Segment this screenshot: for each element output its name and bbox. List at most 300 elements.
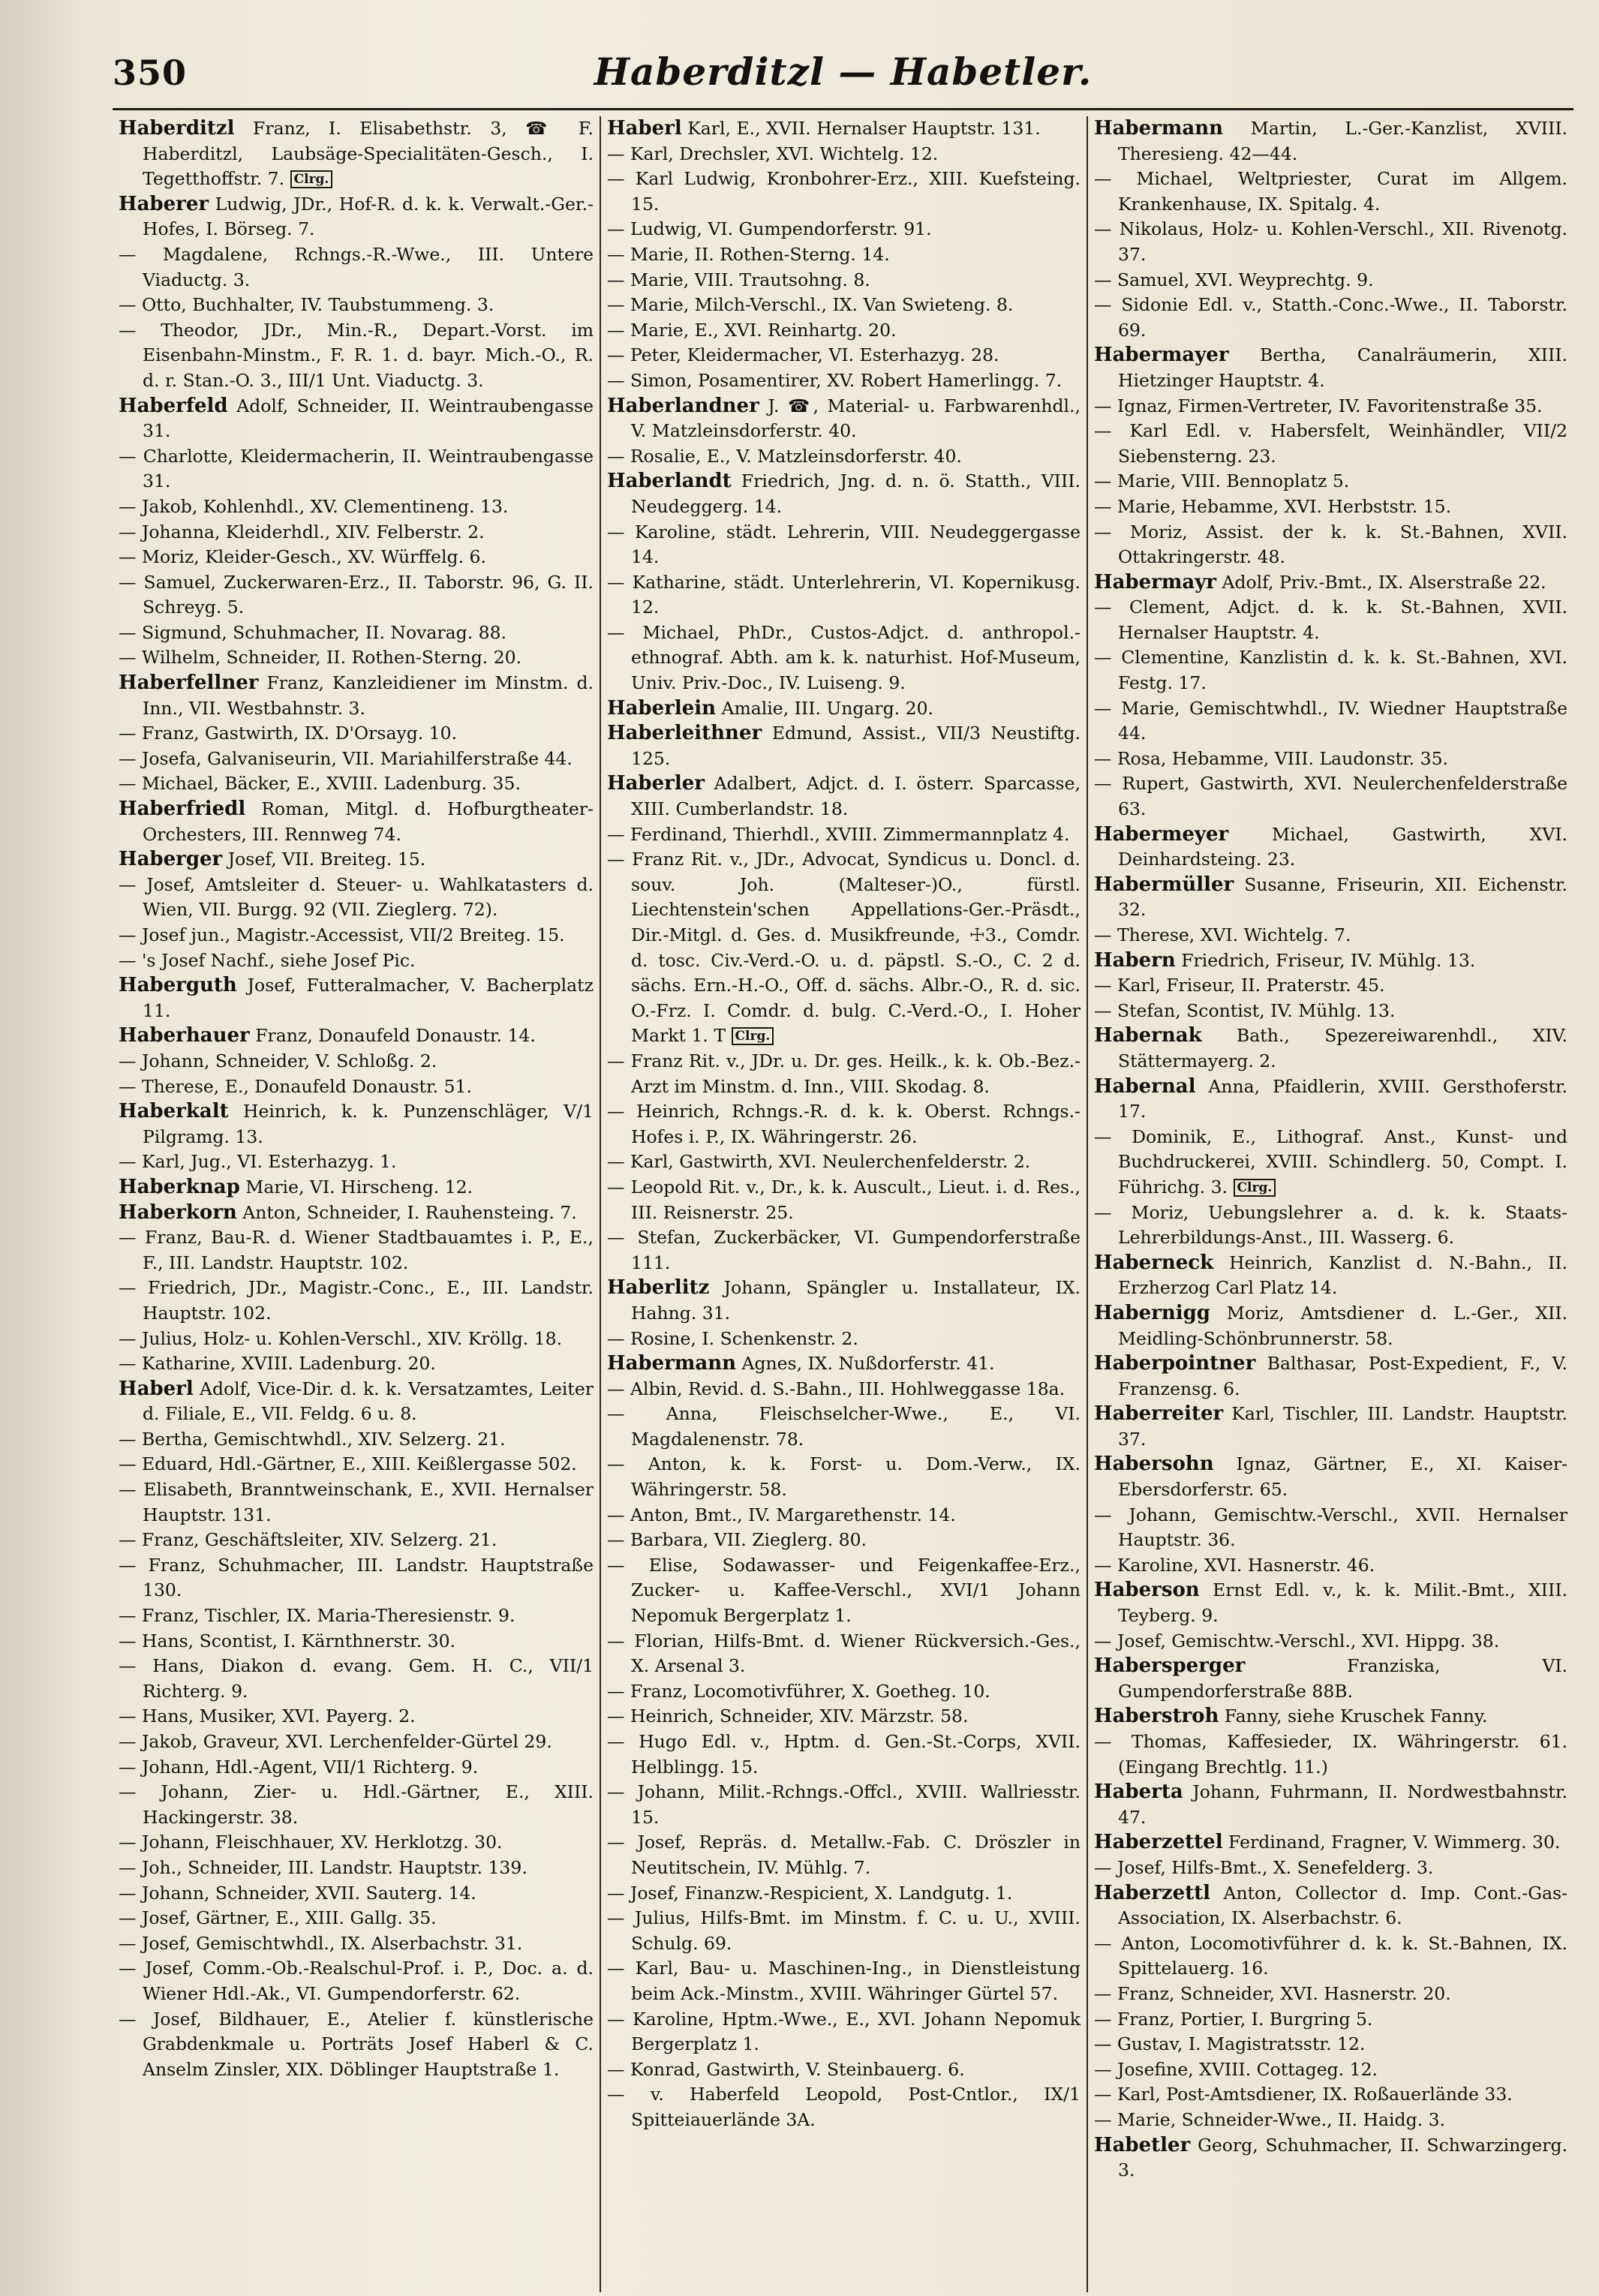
entry-text: — Johann, Hdl.-Agent, VII/1 Richterg. 9. [119, 1756, 479, 1778]
entry-text: — Karoline, XVI. Hasnerstr. 46. [1094, 1554, 1375, 1576]
directory-entry [607, 2082, 1081, 2132]
directory-entry [119, 1225, 594, 1276]
entry-text: — Josef, Gärtner, E., XIII. Gallg. 35. [119, 1907, 437, 1929]
directory-entry [607, 318, 1081, 344]
entry-text: — v. Haberfeld Leopold, Post-Cntlor., IX/1 Spitteiauerlände 3A. [607, 2084, 1081, 2130]
directory-entry [607, 116, 1081, 142]
directory-columns [113, 116, 1573, 2292]
directory-entry [119, 923, 594, 948]
directory-entry [1094, 873, 1567, 923]
directory-entry [1094, 1452, 1567, 1502]
directory-entry [607, 822, 1081, 848]
directory-entry [1094, 494, 1567, 520]
entry-text: — Dominik, E., Lithograf. Anst., Kunst- und Buchdruckerei, XVIII. Schindlerg. 50, Compt. I. Führichg. 3. [1094, 1125, 1567, 1198]
entry-text: — Wilhelm, Schneider, II. Rothen-Sterng. 20. [119, 647, 522, 669]
directory-entry [1094, 419, 1567, 469]
entry-surname: Habermeyer [1094, 822, 1229, 846]
directory-entry [119, 318, 594, 394]
directory-entry [1094, 2108, 1567, 2133]
entry-details: Susanne, Friseurin, XII. Eichenstr. 32. [1118, 873, 1567, 921]
directory-entry [607, 621, 1081, 696]
entry-text: — Julius, Holz- u. Kohlen-Verschl., XIV. Kröllg. 18. [119, 1327, 563, 1349]
directory-entry [119, 1730, 594, 1755]
entry-surname: Haberpointner [1094, 1352, 1256, 1375]
directory-entry [119, 621, 594, 646]
entry-text: — Gustav, I. Magistratsstr. 12. [1094, 2033, 1366, 2055]
entry-text: — Franz Rit. v., JDr., Advocat, Syndicus u. Doncl. d. souv. Joh. (Malteser-)O., fürstl. Liechtenstein'schen Appellations-Ger.-Präsdt., Dir.-Mitgl. d. Ges. d. Musikfreunde, ☩3., Comdr. d. tosc. Civ.-Verd.-O. u. d. päpstl. S.-O., C. 2 d. sächs. Ern.-H.-O., Off. d. sächs. Albr.-O., R. d. sic. O.-Frz. I. Comdr. d. bulg. C.-Verd.-O., I. Hoher Markt 1. T [607, 849, 1081, 1047]
directory-entry [119, 973, 594, 1023]
directory-entry [607, 1327, 1081, 1352]
directory-entry [1094, 520, 1567, 570]
directory-entry [119, 293, 594, 318]
entry-surname: Haberkalt [119, 1100, 229, 1123]
entry-surname: Habersohn [1094, 1453, 1214, 1476]
entry-text: — Anton, Bmt., IV. Margarethenstr. 14. [607, 1504, 956, 1525]
directory-entry [119, 1755, 594, 1781]
entry-details: Moriz, Amtsdiener d. L.-Ger., XII. Meidling-Schönbrunnerstr. 58. [1118, 1302, 1567, 1349]
entry-details: Roman, Mitgl. d. Hofburgtheater-Orchesters, III. Rennweg 74. [143, 798, 594, 845]
directory-entry [607, 1225, 1081, 1276]
entry-text: — Samuel, XVI. Weyprechtg. 9. [1094, 269, 1374, 290]
entry-details: Amalie, III. Ungarg. 20. [716, 697, 934, 719]
directory-entry [1094, 343, 1567, 393]
entry-text: — Marie, Gemischtwhdl., IV. Wiedner Hauptstraße 44. [1094, 697, 1567, 744]
directory-entry [607, 1730, 1081, 1780]
entry-text: — Elise, Sodawasser- und Feigenkaffee-Erz., Zucker- u. Kaffee-Verschl., XVI/1 Johann Nepomuk Bergerplatz 1. [607, 1554, 1081, 1627]
entry-text: — Karl, Drechsler, XVI. Wichtelg. 12. [607, 143, 939, 164]
entry-text: — Katharine, XVIII. Ladenburg. 20. [119, 1353, 436, 1375]
directory-entry [607, 1351, 1081, 1377]
directory-entry [607, 469, 1081, 519]
entry-text: — Karl, Jug., VI. Esterhazyg. 1. [119, 1151, 397, 1173]
entry-text: — Karoline, städt. Lehrerin, VIII. Neudeggergasse 14. [607, 521, 1081, 568]
directory-entry [1094, 2057, 1567, 2083]
entry-text: — Hans, Scontist, I. Kärnthnerstr. 30. [119, 1630, 456, 1651]
directory-entry [1094, 2007, 1567, 2033]
entry-text: — Josef, Gemischtw.-Verschl., XVI. Hippg. 38. [1094, 1630, 1500, 1651]
directory-entry [1094, 1503, 1567, 1553]
entry-details: Balthasar, Post-Expedient, F., V. Franzensg. 6. [1118, 1353, 1567, 1399]
entry-text: — Therese, XVI. Wichtelg. 7. [1094, 924, 1351, 945]
directory-entry [607, 1956, 1081, 2006]
directory-entry [119, 494, 594, 520]
entry-text: — Johanna, Kleiderhdl., XIV. Felberstr. 2. [119, 521, 485, 542]
entry-details: Anton, Schneider, I. Rauhensteing. 7. [236, 1201, 577, 1223]
directory-entry [119, 1629, 594, 1654]
directory-entry [1094, 822, 1567, 873]
directory-entry [607, 1049, 1081, 1099]
entry-details: Marie, VI. Hirscheng. 12. [239, 1176, 473, 1198]
directory-entry [119, 1780, 594, 1830]
directory-entry [1094, 217, 1567, 267]
entry-text: — Marie, Hebamme, XVI. Herbststr. 15. [1094, 495, 1452, 517]
entry-surname: Haberl [119, 1377, 194, 1400]
running-head: Haberditzl — Habetler. [594, 50, 1093, 94]
entry-surname: Haberer [119, 192, 209, 215]
entry-text: — Clement, Adjct. d. k. k. St.-Bahnen, XVII. Hernalser Hauptstr. 4. [1094, 597, 1567, 643]
entry-details: Heinrich, k. k. Punzenschläger, V/1 Pilgramg. 13. [143, 1101, 594, 1147]
entry-details: Michael, Gastwirth, XVI. Deinhardsteing. 23. [1118, 823, 1567, 870]
entry-text: — Marie, Milch-Verschl., IX. Van Swieteng. 8. [607, 294, 1014, 316]
directory-entry [119, 721, 594, 747]
entry-text: — Marie, E., XVI. Reinhartg. 20. [607, 319, 897, 341]
directory-entry [1094, 1201, 1567, 1251]
directory-entry [607, 293, 1081, 318]
directory-entry [119, 1074, 594, 1100]
entry-text: — Franz, Tischler, IX. Maria-Theresienstr. 9. [119, 1605, 515, 1627]
column-right [1087, 116, 1573, 2292]
page-header [113, 45, 1573, 110]
directory-entry [119, 545, 594, 570]
directory-entry [607, 1881, 1081, 1907]
directory-entry [607, 1553, 1081, 1629]
entry-text: — Theodor, JDr., Min.-R., Depart.-Vorst. im Eisenbahn-Minstm., F. R. 1. d. bayr. Mich.-O., R. d. r. Stan.-O. 3., III/1 Unt. Viaductg. 3. [119, 319, 594, 391]
entry-surname: Haberfellner [119, 672, 259, 695]
directory-entry [119, 1931, 594, 1957]
directory-entry [1094, 1301, 1567, 1351]
directory-entry [607, 217, 1081, 242]
entry-text: — Barbara, VII. Zieglerg. 80. [607, 1529, 867, 1551]
entry-text: — Josef, Finanzw.-Respicient, X. Landgutg. 1. [607, 1882, 1013, 1904]
entry-text: — Konrad, Gastwirth, V. Steinbauerg. 6. [607, 2058, 965, 2080]
directory-entry [1094, 1074, 1567, 1125]
entry-text: — Karoline, Hptm.-Wwe., E., XVI. Johann Nepomuk Bergerplatz 1. [607, 2008, 1081, 2055]
entry-surname: Habernigg [1094, 1301, 1210, 1324]
directory-entry [1094, 1780, 1567, 1830]
directory-entry [119, 771, 594, 797]
entry-text: — Franz, Locomotivführer, X. Goetheg. 10. [607, 1680, 990, 1702]
clearing-stamp: Clrg. [290, 170, 333, 188]
directory-entry [1094, 469, 1567, 494]
entry-text: — Stefan, Scontist, IV. Mühlg. 13. [1094, 999, 1396, 1021]
entry-text: — Anna, Fleischselcher-Wwe., E., VI. Magdalenenstr. 78. [607, 1403, 1081, 1450]
entry-text: — Josef, Bildhauer, E., Atelier f. künstlerische Grabdenkmale u. Porträts Josef Haberl & C. Anselm Zinsler, XIX. Döblinger Hauptstraße 1. [119, 2008, 594, 2080]
directory-entry [1094, 1251, 1567, 1301]
entry-details: Johann, Spängler u. Installateur, IX. Hahng. 31. [631, 1277, 1081, 1324]
directory-entry [1094, 167, 1567, 217]
entry-text: — Karl, Post-Amtsdiener, IX. Roßauerlände 33. [1094, 2084, 1513, 2105]
directory-entry [119, 570, 594, 621]
entry-text: — Ludwig, VI. Gumpendorferstr. 91. [607, 218, 932, 240]
directory-entry [119, 1654, 594, 1704]
entry-details: Martin, L.-Ger.-Kanzlist, XVIII. Theresieng. 42—44. [1118, 118, 1567, 164]
directory-entry [119, 645, 594, 671]
directory-entry [607, 1704, 1081, 1730]
entry-details: Bath., Spezereiwarenhdl., XIV. Stättermayerg. 2. [1118, 1025, 1567, 1071]
directory-entry [1094, 923, 1567, 948]
entry-surname: Haberhauer [119, 1024, 250, 1047]
entry-surname: Haberditzl [119, 117, 235, 140]
entry-details: Franz, I. Elisabethstr. 3, ☎ F. Haberditzl, Laubsäge-Specialitäten-Gesch., I. Tegetthoffstr. 7. [143, 118, 594, 190]
clearing-stamp: Clrg. [1234, 1179, 1276, 1197]
entry-text: — Eduard, Hdl.-Gärtner, E., XIII. Keißlergasse 502. [119, 1453, 577, 1475]
entry-text: — Anton, Locomotivführer d. k. k. St.-Bahnen, IX. Spittelauerg. 16. [1094, 1932, 1567, 1979]
directory-entry [607, 444, 1081, 470]
entry-text: — Jakob, Kohlenhdl., XV. Clementineng. 13. [119, 495, 509, 517]
directory-entry [119, 1956, 594, 2006]
entry-surname: Haberfeld [119, 394, 228, 417]
directory-entry [1094, 2133, 1567, 2183]
entry-surname: Habermayer [1094, 344, 1229, 367]
directory-entry [119, 1477, 594, 1528]
entry-text: — Josef, Gemischtwhdl., IX. Alserbachstr. 31. [119, 1932, 523, 1954]
entry-text: — Franz, Schneider, XVI. Hasnerstr. 20. [1094, 1982, 1451, 2004]
directory-entry [607, 570, 1081, 621]
directory-entry [607, 1452, 1081, 1502]
directory-entry [607, 142, 1081, 167]
entry-details: Ernst Edl. v., k. k. Milit.-Bmt., XIII. Teyberg. 9. [1118, 1579, 1567, 1627]
entry-details: Anna, Pfaidlerin, XVIII. Gersthoferstr. 17. [1118, 1075, 1567, 1122]
entry-text: — Rosine, I. Schenkenstr. 2. [607, 1327, 858, 1349]
entry-text: — Hugo Edl. v., Hptm. d. Gen.-St.-Corps, XVII. Helblingg. 15. [607, 1731, 1081, 1778]
directory-entry [119, 2007, 594, 2083]
directory-entry [1094, 394, 1567, 419]
entry-details: Fanny, siehe Kruschek Fanny. [1219, 1705, 1488, 1727]
entry-text: — Karl, Bau- u. Maschinen-Ing., in Dienstleistung beim Ack.-Minstm., XVIII. Währinger Gürtel 57. [607, 1958, 1081, 2004]
directory-entry [119, 1830, 594, 1856]
entry-text: — Heinrich, Rchngs.-R. d. k. k. Oberst. Rchngs.-Hofes i. P., IX. Währingerstr. 26. [607, 1101, 1081, 1147]
entry-text: — Anton, k. k. Forst- u. Dom.-Verw., IX. Währingerstr. 58. [607, 1453, 1081, 1501]
directory-entry [119, 116, 594, 192]
entry-details: Josef, VII. Breiteg. 15. [222, 849, 426, 870]
directory-entry [119, 1528, 594, 1553]
directory-entry [607, 1276, 1081, 1326]
directory-entry [607, 1503, 1081, 1528]
entry-text: — Sidonie Edl. v., Statth.-Conc.-Wwe., II. Taborstr. 69. [1094, 294, 1567, 341]
entry-details: Edmund, Assist., VII/3 Neustiftg. 125. [631, 723, 1081, 769]
entry-surname: Habernal [1094, 1074, 1196, 1098]
entry-text: — Ferdinand, Thierhdl., XVIII. Zimmermannplatz 4. [607, 823, 1070, 845]
entry-text: — Nikolaus, Holz- u. Kohlen-Verschl., XII. Rivenotg. 37. [1094, 218, 1567, 265]
entry-text: — Hans, Diakon d. evang. Gem. H. C., VII/1 Richterg. 9. [119, 1655, 594, 1702]
entry-text: — Josef jun., Magistr.-Accessist, VII/2 Breiteg. 15. [119, 924, 565, 945]
directory-entry [1094, 268, 1567, 293]
directory-entry [607, 520, 1081, 570]
entry-details: Agnes, IX. Nußdorferstr. 41. [736, 1353, 995, 1375]
directory-entry [607, 1629, 1081, 1679]
entry-text: — Hans, Musiker, XVI. Payerg. 2. [119, 1705, 416, 1727]
directory-entry [119, 1452, 594, 1477]
directory-entry [119, 1704, 594, 1730]
entry-surname: Haberler [607, 772, 705, 795]
entry-surname: Haberleithner [607, 722, 762, 745]
entry-text: — Josefa, Galvaniseurin, VII. Mariahilferstraße 44. [119, 747, 573, 769]
column-left [113, 116, 600, 2292]
directory-entry [119, 1175, 594, 1201]
directory-entry [607, 368, 1081, 394]
entry-surname: Haberguth [119, 974, 237, 997]
directory-entry [119, 948, 594, 974]
entry-details: Friedrich, Friseur, IV. Mühlg. 13. [1175, 949, 1476, 971]
directory-entry [607, 696, 1081, 722]
entry-text: — Karl Edl. v. Habersfelt, Weinhändler, VII/2 Siebensterng. 23. [1094, 420, 1567, 467]
entry-text: — Moriz, Assist. der k. k. St.-Bahnen, XVII. Ottakringerstr. 48. [1094, 521, 1567, 568]
directory-entry [1094, 1730, 1567, 1780]
directory-entry [1094, 696, 1567, 747]
directory-entry [1094, 973, 1567, 999]
directory-entry [607, 268, 1081, 293]
entry-text: — 's Josef Nachf., siehe Josef Pic. [119, 949, 416, 971]
entry-surname: Haberlandt [607, 470, 732, 493]
entry-text: — Marie, II. Rothen-Sterng. 14. [607, 243, 890, 265]
entry-text: — Karl Ludwig, Kronbohrer-Erz., XIII. Kuefsteing. 15. [607, 168, 1081, 215]
directory-entry [119, 520, 594, 545]
entry-text: — Florian, Hilfs-Bmt. d. Wiener Rückversich.-Ges., X. Arsenal 3. [607, 1630, 1081, 1677]
entry-text: — Josefine, XVIII. Cottageg. 12. [1094, 2058, 1378, 2080]
entry-details: Adolf, Vice-Dir. d. k. k. Versatzamtes, Leiter d. Filiale, E., VII. Feldg. 6 u. 8. [143, 1378, 594, 1425]
directory-entry [1094, 595, 1567, 645]
entry-text: — Charlotte, Kleidermacherin, II. Weintraubengasse 31. [119, 445, 594, 492]
directory-entry [119, 1327, 594, 1352]
entry-text: — Friedrich, JDr., Magistr.-Conc., E., III. Landstr. Hauptstr. 102. [119, 1277, 594, 1324]
entry-text: — Johann, Schneider, XVII. Sauterg. 14. [119, 1882, 476, 1904]
directory-entry [607, 1679, 1081, 1705]
entry-surname: Habermayr [1094, 570, 1216, 594]
directory-entry [119, 1201, 594, 1226]
entry-details: Ignaz, Gärtner, E., XI. Kaiser-Ebersdorferstr. 65. [1118, 1453, 1567, 1501]
entry-text: — Franz, Gastwirth, IX. D'Orsayg. 10. [119, 723, 458, 744]
entry-surname: Haberlein [607, 696, 717, 720]
directory-entry [607, 2057, 1081, 2083]
entry-text: — Therese, E., Donaufeld Donaustr. 51. [119, 1075, 472, 1097]
entry-text: — Stefan, Zuckerbäcker, VI. Gumpendorferstraße 111. [607, 1227, 1081, 1273]
entry-text: — Moriz, Uebungslehrer a. d. k. k. Staats-Lehrerbildungs-Anst., III. Wasserg. 6. [1094, 1201, 1567, 1249]
entry-text: — Johann, Schneider, V. Schloßg. 2. [119, 1050, 437, 1071]
directory-entry [119, 1150, 594, 1175]
directory-entry [119, 1023, 594, 1049]
entry-text: — Michael, Bäcker, E., XVIII. Ladenburg. 35. [119, 773, 521, 795]
directory-entry [119, 192, 594, 242]
clearing-stamp: Clrg. [732, 1027, 774, 1045]
directory-entry [1094, 1856, 1567, 1881]
entry-text: — Franz, Bau-R. d. Wiener Stadtbauamtes i. P., E., F., III. Landstr. Hauptstr. 102. [119, 1227, 594, 1273]
page-number: 350 [113, 53, 188, 93]
entry-text: — Karl, Gastwirth, XVI. Neulerchenfelderstr. 2. [607, 1151, 1031, 1173]
entry-details: Ferdinand, Fragner, V. Wimmerg. 30. [1222, 1832, 1561, 1853]
directory-entry [1094, 570, 1567, 596]
entry-surname: Habetler [1094, 2133, 1191, 2156]
directory-entry [119, 847, 594, 873]
entry-details: Bertha, Canalräumerin, XIII. Hietzinger Hauptstr. 4. [1118, 344, 1567, 391]
entry-text: — Franz, Geschäftsleiter, XIV. Selzerg. 21. [119, 1529, 497, 1551]
directory-entry [119, 1377, 594, 1427]
entry-text: — Heinrich, Schneider, XIV. Märzstr. 58. [607, 1705, 969, 1727]
directory-entry [607, 394, 1081, 444]
entry-text: — Rosa, Hebamme, VIII. Laudonstr. 35. [1094, 747, 1448, 769]
entry-text: — Otto, Buchhalter, IV. Taubstummeng. 3. [119, 294, 494, 316]
directory-entry [607, 1150, 1081, 1175]
directory-entry [1094, 1125, 1567, 1201]
entry-text: — Marie, VIII. Bennoplatz 5. [1094, 470, 1350, 492]
entry-text: — Johann, Zier- u. Hdl.-Gärtner, E., XIII. Hackingerstr. 38. [119, 1781, 594, 1828]
directory-entry [607, 1175, 1081, 1225]
directory-entry [119, 444, 594, 494]
entry-text: — Leopold Rit. v., Dr., k. k. Auscult., Lieut. i. d. Res., III. Reisnerstr. 25. [607, 1176, 1081, 1223]
entry-details: Johann, Fuhrmann, II. Nordwestbahnstr. 47. [1118, 1781, 1567, 1828]
directory-entry [607, 1402, 1081, 1452]
directory-entry [1094, 1629, 1567, 1654]
entry-details: Friedrich, Jng. d. n. ö. Statth., VIII. Neudeggerg. 14. [631, 470, 1081, 517]
entry-text: — Josef, Repräs. d. Metallw.-Fab. C. Dröszler in Neutitschein, IV. Mühlg. 7. [607, 1832, 1081, 1878]
directory-entry [1094, 1402, 1567, 1452]
directory-entry [607, 721, 1081, 771]
entry-details: Adolf, Priv.-Bmt., IX. Alserstraße 22. [1216, 571, 1546, 593]
directory-entry [119, 1553, 594, 1603]
directory-entry [607, 1099, 1081, 1150]
entry-text: — Franz Rit. v., JDr. u. Dr. ges. Heilk., k. k. Ob.-Bez.-Arzt im Minstm. d. Inn., VIII. Skodag. 8. [607, 1050, 1081, 1097]
directory-entry [607, 242, 1081, 268]
entry-surname: Habermann [607, 1352, 736, 1375]
directory-entry [119, 671, 594, 721]
entry-surname: Haberlandner [607, 394, 759, 417]
entry-text: — Clementine, Kanzlistin d. k. k. St.-Bahnen, XVI. Festg. 17. [1094, 647, 1567, 694]
entry-details: Georg, Schuhmacher, II. Schwarzingerg. 3. [1118, 2134, 1567, 2181]
directory-entry [607, 847, 1081, 1049]
entry-details: Franz, Kanzleidiener im Minstm. d. Inn., VII. Westbahnstr. 3. [143, 672, 594, 719]
entry-text: — Josef, Amtsleiter d. Steuer- u. Wahlkatasters d. Wien, VII. Burgg. 92 (VII. Zieglerg. 72). [119, 873, 594, 921]
entry-text: — Julius, Hilfs-Bmt. im Minstm. f. C. u. U., XVIII. Schulg. 69. [607, 1907, 1081, 1954]
entry-text: — Franz, Portier, I. Burgring 5. [1094, 2008, 1373, 2030]
directory-entry [607, 1377, 1081, 1402]
entry-surname: Haberstroh [1094, 1705, 1219, 1728]
entry-text: — Elisabeth, Branntweinschank, E., XVII. Hernalser Hauptstr. 131. [119, 1479, 594, 1525]
directory-entry [119, 1351, 594, 1377]
directory-entry [119, 1856, 594, 1881]
directory-entry [607, 167, 1081, 217]
entry-surname: Habermüller [1094, 873, 1234, 896]
entry-surname: Haberreiter [1094, 1402, 1224, 1426]
directory-entry [1094, 1553, 1567, 1579]
directory-entry [1094, 116, 1567, 167]
directory-entry [119, 1276, 594, 1326]
directory-entry [1094, 1881, 1567, 1931]
entry-surname: Haberzettl [1094, 1881, 1211, 1904]
entry-text: — Katharine, städt. Unterlehrerin, VI. Kopernikusg. 12. [607, 571, 1081, 618]
entry-text: — Josef, Hilfs-Bmt., X. Senefelderg. 3. [1094, 1856, 1434, 1878]
directory-entry [1094, 771, 1567, 822]
entry-text: — Moriz, Kleider-Gesch., XV. Würffelg. 6. [119, 546, 486, 568]
directory-entry [1094, 2082, 1567, 2108]
entry-surname: Haberlitz [607, 1276, 710, 1300]
entry-text: — Joh., Schneider, III. Landstr. Hauptstr. 139. [119, 1856, 527, 1878]
directory-entry [119, 1906, 594, 1931]
entry-text: — Thomas, Kaffesieder, IX. Währingerstr. 61. (Eingang Brechtlg. 11.) [1094, 1731, 1567, 1778]
entry-details: Karl, E., XVII. Hernalser Hauptstr. 131. [681, 118, 1041, 139]
directory-entry [1094, 747, 1567, 772]
directory-entry [119, 1881, 594, 1907]
entry-surname: Habersperger [1094, 1654, 1246, 1678]
entry-text: — Simon, Posamentirer, XV. Robert Hamerlingg. 7. [607, 369, 1062, 391]
entry-details: Anton, Collector d. Imp. Cont.-Gas-Association, IX. Alserbachstr. 6. [1118, 1882, 1567, 1929]
entry-surname: Habern [1094, 948, 1176, 972]
directory-entry [119, 1427, 594, 1453]
directory-entry [119, 1603, 594, 1629]
entry-details: Josef, Futteralmacher, V. Bacherplatz 11. [143, 975, 594, 1021]
directory-entry [119, 242, 594, 293]
entry-text: — Franz, Schuhmacher, III. Landstr. Hauptstraße 130. [119, 1554, 594, 1601]
entry-text: — Johann, Gemischtw.-Verschl., XVII. Hernalser Hauptstr. 36. [1094, 1504, 1567, 1551]
entry-surname: Haberta [1094, 1781, 1183, 1804]
entry-text: — Rosalie, E., V. Matzleinsdorferstr. 40. [607, 445, 962, 467]
directory-entry [1094, 645, 1567, 696]
entry-text: — Sigmund, Schuhmacher, II. Novarag. 88. [119, 621, 507, 643]
directory-entry [1094, 1704, 1567, 1730]
directory-entry [119, 797, 594, 847]
entry-surname: Habermann [1094, 117, 1223, 140]
directory-entry [1094, 2032, 1567, 2057]
entry-surname: Haberger [119, 848, 223, 871]
directory-entry [1094, 1654, 1567, 1704]
